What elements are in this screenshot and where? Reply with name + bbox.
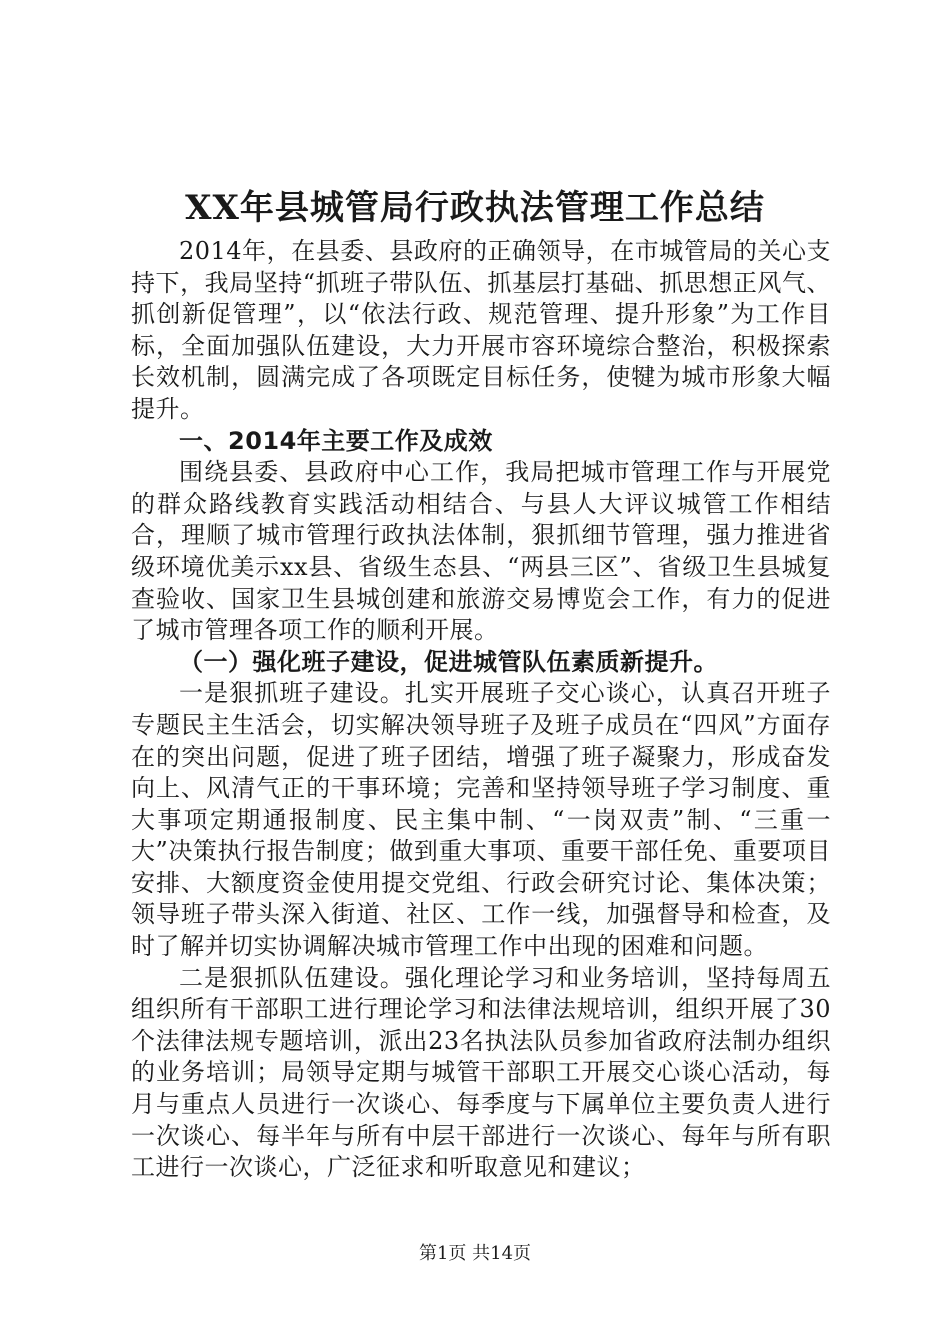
paragraph: 围绕县委、县政府中心工作，我局把城市管理工作与开展党的群众路线教育实践活动相结合、与县人大评议城管工作相结合，理顺了城市管理行政执法体制，狠抓细节管理，强力推进省级环境优美示xx县、省级生态县、“两县三区”、省级卫生县城复查验收、国家卫生县城创建和旅游交易博览会工作，有力的促进了城市管理各项工作的顺利开展。 [131, 458, 831, 645]
document-title: XX年县城管局行政执法管理工作总结 [185, 188, 765, 228]
document-body [131, 236, 831, 1184]
paragraph: 2014年，在县委、县政府的正确领导，在市城管局的关心支持下，我局坚持“抓班子带队伍、抓基层打基础、抓思想正风气、抓创新促管理”，以“依法行政、规范管理、提升形象”为工作目标，全面加强队伍建设，大力开展市容环境综合整治，积极探索长效机制，圆满完成了各项既定目标任务，使犍为城市形象大幅提升。 [131, 237, 831, 423]
subsection-heading: （一）强化班子建设，促进城管队伍素质新提升。 [179, 647, 718, 676]
paragraph: 二是狠抓队伍建设。强化理论学习和业务培训，坚持每周五组织所有干部职工进行理论学习和法律法规培训，组织开展了30个法律法规专题培训，派出23名执法队员参加省政府法制办组织的业务培训；局领导定期与城管干部职工开展交心谈心活动，每月与重点人员进行一次谈心、每季度与下属单位主要负责人进行一次谈心、每半年与所有中层干部进行一次谈心、每年与所有职工进行一次谈心，广泛征求和听取意见和建议； [131, 963, 831, 1182]
page-number-footer: 第1页 共14页 [418, 1243, 532, 1264]
paragraph: 一是狠抓班子建设。扎实开展班子交心谈心，认真召开班子专题民主生活会，切实解决领导班子及班子成员在“四风”方面存在的突出问题，促进了班子团结，增强了班子凝聚力，形成奋发向上、风清气正的干事环境；完善和坚持领导班子学习制度、重大事项定期通报制度、民主集中制、“一岗双责”制、“三重一大”决策执行报告制度；做到重大事项、重要干部任免、重要项目安排、大额度资金使用提交党组、行政会研究讨论、集体决策；领导班子带头深入街道、社区、工作一线，加强督导和检查，及时了解并切实协调解决城市管理工作中出现的困难和问题。 [131, 679, 831, 961]
section-heading: 一、2014年主要工作及成效 [179, 426, 493, 455]
